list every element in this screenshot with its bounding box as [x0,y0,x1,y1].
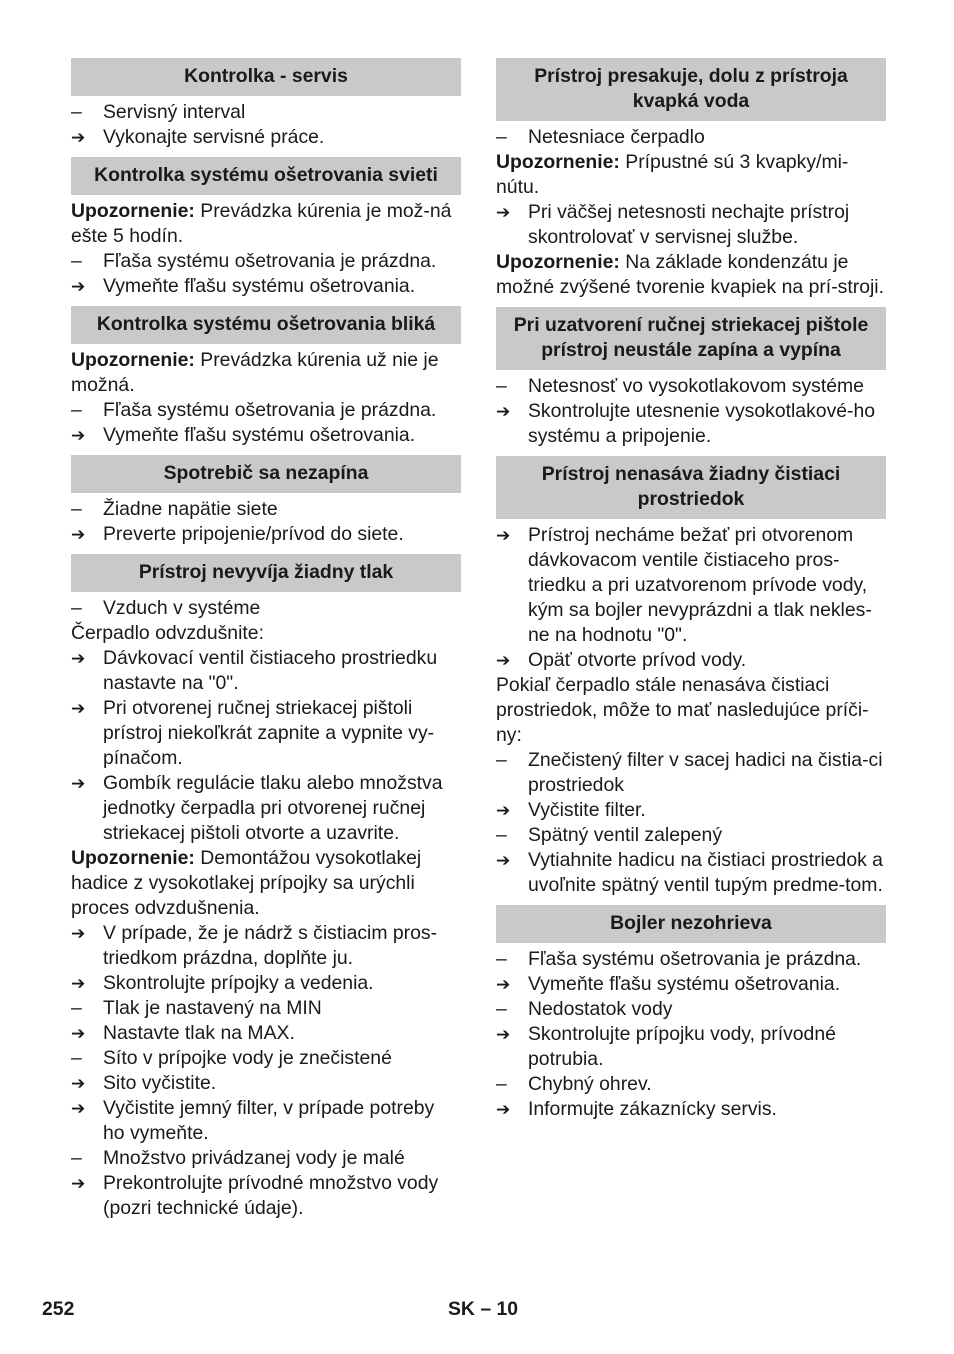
cause-item [71,1146,461,1171]
item-text: Vzduch v systéme [103,597,261,619]
note-text: Demontážou vysokotlakej hadice z vysokotlakej prípojky sa urýchli proces odvzdušnenia. [71,847,422,919]
section-kontrolka-servis [71,58,461,150]
remedy-item [496,848,886,898]
note-paragraph [71,348,461,398]
item-text: Sito vyčistite. [103,1072,217,1094]
item-text: Fľaša systému ošetrovania je prázdna. [103,399,437,421]
item-text: Skontrolujte prípojku vody, prívodné potrubia. [528,1023,836,1070]
note-label: Upozornenie: [71,349,195,371]
arrow-right-icon: ➔ [496,1025,511,1044]
body-text: Čerpadlo odvzdušnite: [71,622,264,644]
arrow-right-icon: ➔ [496,402,511,421]
item-text: Skontrolujte prípojky a vedenia. [103,972,374,994]
item-text: Vyčistite filter. [528,799,646,821]
body-text: Pokiaľ čerpadlo stále nenasáva čistiaci prostriedok, môže to mať nasledujúce príči-ny: [496,674,869,746]
item-text: Prekontrolujte prívodné množstvo vody (pozri technické údaje). [103,1172,439,1219]
page-code: SK – 10 [448,1298,519,1320]
remedy-item [71,423,461,448]
arrow-right-icon: ➔ [71,1099,86,1118]
cause-item [71,497,461,522]
note-paragraph [71,199,461,249]
section-heading: Kontrolka - servis [71,58,461,96]
note-label: Upozornenie: [496,151,620,173]
remedy-item [496,200,886,250]
section-heading: Kontrolka systému ošetrovania bliká [71,306,461,344]
item-text: Síto v prípojke vody je znečistené [103,1047,392,1069]
arrow-right-icon: ➔ [71,974,86,993]
note-text: Prevádzka kúrenia už nie je možná. [71,349,439,396]
dash-bullet-icon: – [496,749,507,771]
cause-item [496,1072,886,1097]
section-kontrolka-systemu-osetrovania-blika [71,306,461,448]
item-text: Vymeňte fľašu systému ošetrovania. [103,424,416,446]
item-text: Gombík regulácie tlaku alebo množstva jednotky čerpadla pri otvorenej ručnej striekacej pištoli otvorte a uzavrite. [103,772,443,844]
right-column [496,58,886,1122]
item-text: Vykonajte servisné práce. [103,126,325,148]
dash-bullet-icon: – [71,1147,82,1169]
item-text: Skontrolujte utesnenie vysokotlakové-ho systému a pripojenie. [528,400,876,447]
arrow-right-icon: ➔ [496,801,511,820]
dash-bullet-icon: – [496,375,507,397]
note-label: Upozornenie: [496,251,620,273]
cause-item [496,748,886,798]
cause-item [496,125,886,150]
section-heading: Prístroj presakuje, dolu z prístroja kvapká voda [496,58,886,121]
remedy-item [71,1096,461,1146]
note-text: Prípustné sú 3 kvapky/mi-nútu. [496,151,849,198]
note-label: Upozornenie: [71,847,195,869]
left-column [71,58,461,1221]
item-text: Servisný interval [103,101,246,123]
remedy-item [496,1022,886,1072]
dash-bullet-icon: – [496,948,507,970]
arrow-right-icon: ➔ [496,526,511,545]
item-text: Vymeňte fľašu systému ošetrovania. [103,275,416,297]
cause-item [496,997,886,1022]
arrow-right-icon: ➔ [71,1174,86,1193]
remedy-item [496,648,886,673]
arrow-right-icon: ➔ [496,975,511,994]
arrow-right-icon: ➔ [71,649,86,668]
item-text: Dávkovací ventil čistiaceho prostriedku nastavte na "0". [103,647,438,694]
arrow-right-icon: ➔ [71,699,86,718]
arrow-right-icon: ➔ [71,924,86,943]
section-heading: Spotrebič sa nezapína [71,455,461,493]
arrow-right-icon: ➔ [71,525,86,544]
remedy-item [71,646,461,696]
remedy-item [71,522,461,547]
note-paragraph [71,846,461,921]
remedy-item [496,798,886,823]
remedy-item [496,399,886,449]
cause-item [71,398,461,423]
cause-item [71,596,461,621]
arrow-right-icon: ➔ [71,277,86,296]
item-text: Fľaša systému ošetrovania je prázdna. [103,250,437,272]
item-text: Vymeňte fľašu systému ošetrovania. [528,973,841,995]
arrow-right-icon: ➔ [496,851,511,870]
item-text: Tlak je nastavený na MIN [103,997,322,1019]
section-pristroj-nenasava-ziadny-cistiaci-prostriedok [496,456,886,898]
remedy-item [71,921,461,971]
item-text: Nedostatok vody [528,998,673,1020]
remedy-item [71,971,461,996]
note-paragraph [496,150,886,200]
cause-item [71,1046,461,1071]
remedy-item [496,972,886,997]
section-kontrolka-systemu-osetrovania-svieti [71,157,461,299]
section-heading: Prístroj nenasáva žiadny čistiaci prostriedok [496,456,886,519]
arrow-right-icon: ➔ [71,1074,86,1093]
item-text: Spätný ventil zalepený [528,824,723,846]
dash-bullet-icon: – [71,101,82,123]
item-text: Pri väčšej netesnosti nechajte prístroj skontrolovať v servisnej službe. [528,201,850,248]
arrow-right-icon: ➔ [71,1024,86,1043]
page-number: 252 [42,1298,75,1320]
remedy-item [71,696,461,771]
item-text: Informujte zákaznícky servis. [528,1098,777,1120]
section-heading: Kontrolka systému ošetrovania svieti [71,157,461,195]
section-pri-uzatvoreni-rucnej-striekacej-pistole-pristroj-neustale-zapina-a-vypina [496,307,886,449]
item-text: Preverte pripojenie/prívod do siete. [103,523,404,545]
cause-item [496,374,886,399]
cause-item [496,947,886,972]
dash-bullet-icon: – [71,399,82,421]
remedy-item [71,1021,461,1046]
note-text: Na základe kondenzátu je možné zvýšené tvorenie kvapiek na prí-stroji. [496,251,884,298]
item-text: Vyčistite jemný filter, v prípade potreby ho vymeňte. [103,1097,435,1144]
item-text: Prístroj necháme bežať pri otvorenom dávkovacom ventile čistiaceho pros-triedku a pri uzatvorenom prívode vody, kým sa bojler nevyprázdni a tlak nekles-ne na hodnotu "0". [528,524,872,646]
item-text: Opäť otvorte prívod vody. [528,649,747,671]
dash-bullet-icon: – [71,1047,82,1069]
item-text: Znečistený filter v sacej hadici na čistia-ci prostriedok [528,749,883,796]
remedy-item [71,771,461,846]
section-pristroj-presakuje-dolu-z-pristroja-kvapka-voda [496,58,886,300]
section-heading: Prístroj nevyvíja žiadny tlak [71,554,461,592]
dash-bullet-icon: – [496,1073,507,1095]
dash-bullet-icon: – [71,498,82,520]
item-text: V prípade, že je nádrž s čistiacim pros-triedkom prázdna, doplňte ju. [103,922,438,969]
item-text: Fľaša systému ošetrovania je prázdna. [528,948,862,970]
arrow-right-icon: ➔ [71,774,86,793]
remedy-item [496,523,886,648]
item-text: Pri otvorenej ručnej striekacej pištoli prístroj niekoľkrát zapnite a vypnite vy-pínačom. [103,697,435,769]
section-heading: Bojler nezohrieva [496,905,886,943]
arrow-right-icon: ➔ [496,1100,511,1119]
section-heading: Pri uzatvorení ručnej striekacej pištole prístroj neustále zapína a vypína [496,307,886,370]
remedy-item [496,1097,886,1122]
dash-bullet-icon: – [496,998,507,1020]
dash-bullet-icon: – [71,250,82,272]
item-text: Netesniace čerpadlo [528,126,705,148]
section-bojler-nezohrieva [496,905,886,1122]
arrow-right-icon: ➔ [496,203,511,222]
item-text: Žiadne napätie siete [103,498,278,520]
item-text: Netesnosť vo vysokotlakovom systéme [528,375,864,397]
remedy-item [71,1071,461,1096]
item-text: Nastavte tlak na MAX. [103,1022,295,1044]
cause-item [71,249,461,274]
remedy-item [71,1171,461,1221]
cause-item [71,996,461,1021]
section-spotrebic-sa-nezapina [71,455,461,547]
note-text: Prevádzka kúrenia je mož-ná ešte 5 hodín. [71,200,452,247]
arrow-right-icon: ➔ [496,651,511,670]
item-text: Vytiahnite hadicu na čistiaci prostriedok a uvoľnite spätný ventil tupým predme-tom. [528,849,883,896]
arrow-right-icon: ➔ [71,128,86,147]
remedy-item [71,274,461,299]
cause-item [496,823,886,848]
arrow-right-icon: ➔ [71,426,86,445]
dash-bullet-icon: – [71,997,82,1019]
item-text: Chybný ohrev. [528,1073,652,1095]
dash-bullet-icon: – [496,126,507,148]
section-pristroj-nevyvija-ziadny-tlak [71,554,461,1221]
remedy-item [71,125,461,150]
dash-bullet-icon: – [496,824,507,846]
dash-bullet-icon: – [71,597,82,619]
item-text: Množstvo privádzanej vody je malé [103,1147,405,1169]
note-paragraph [496,250,886,300]
cause-item [71,100,461,125]
note-label: Upozornenie: [71,200,195,222]
